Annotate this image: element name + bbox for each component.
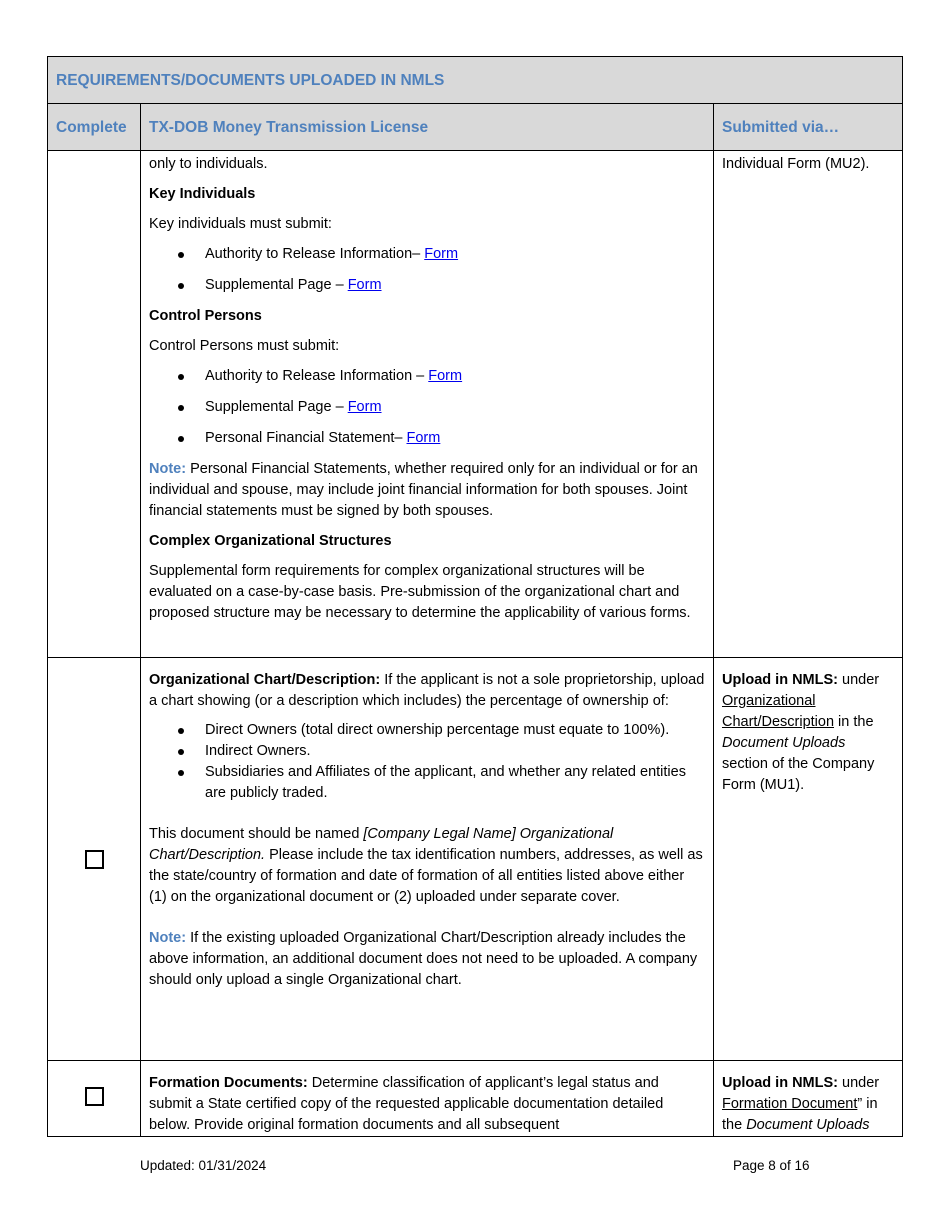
formation-documents-lead: Formation Documents: Determine classification of applicant’s legal status and submit a State certified copy of the requested applicable documentation detailed below. Provide original formation documents and all subsequent bbox=[149, 1075, 664, 1133]
table-row bbox=[48, 1061, 902, 1137]
requirement-cell bbox=[141, 1061, 714, 1137]
note-paragraph: Note: Personal Financial Statements, whether required only for an individual or for an individual and spouse, may include joint financial information for both spouses. Joint financial statements must be signed by both spouses. bbox=[149, 461, 698, 519]
form-link[interactable]: Form bbox=[347, 277, 382, 293]
list-item: Authority to Release Information – Form bbox=[149, 366, 705, 387]
complete-checkbox[interactable] bbox=[85, 850, 104, 869]
table-title: REQUIREMENTS/DOCUMENTS UPLOADED IN NMLS bbox=[56, 71, 445, 89]
table-row bbox=[48, 658, 902, 1061]
ownership-list bbox=[149, 720, 705, 804]
list-item: Subsidiaries and Affiliates of the applicant, and whether any related entities are publicly traded. bbox=[149, 762, 705, 804]
requirements-table bbox=[47, 56, 903, 1137]
control-persons-list bbox=[149, 366, 705, 449]
form-link[interactable]: Form bbox=[428, 368, 463, 384]
submitted-text: Upload in NMLS: under Formation Document” in the Document Uploads bbox=[722, 1075, 880, 1133]
submitted-text: Individual Form (MU2). bbox=[722, 156, 870, 172]
submitted-cell bbox=[714, 1061, 901, 1137]
table-header-row bbox=[48, 104, 902, 151]
table-row bbox=[48, 151, 902, 658]
key-individuals-heading: Key Individuals bbox=[149, 186, 256, 202]
form-link[interactable]: Form bbox=[347, 399, 382, 415]
complete-checkbox[interactable] bbox=[85, 1087, 104, 1106]
table-title-row bbox=[48, 57, 902, 104]
complex-structures-heading: Complex Organizational Structures bbox=[149, 533, 392, 549]
naming-instructions: This document should be named [Company Legal Name] Organizational Chart/Description. Please include the tax identification numbers, addresses, as well as the state/country of formation and date of formation of all entities listed above either (1) on the organizational document or (2) uploaded under separate cover. bbox=[149, 826, 703, 905]
complex-structures-text: Supplemental form requirements for complex organizational structures will be evaluated on a case-by-case basis. Pre-submission of the organizational chart and proposed structure may be necessary to determine the applicability of various forms. bbox=[149, 563, 691, 621]
complete-cell bbox=[48, 151, 141, 657]
list-item: Direct Owners (total direct ownership percentage must equate to 100%). bbox=[149, 720, 705, 741]
submitted-text: Upload in NMLS: under Organizational Chart/Description in the Document Uploads section of the Company Form (MU1). bbox=[722, 672, 880, 793]
requirement-cell bbox=[141, 658, 714, 1060]
submitted-cell bbox=[714, 658, 901, 1060]
list-item: Supplemental Page – Form bbox=[149, 275, 705, 296]
complete-cell bbox=[48, 1061, 141, 1137]
form-link[interactable]: Form bbox=[424, 246, 459, 262]
requirement-cell bbox=[141, 151, 714, 657]
footer-updated-date: Updated: 01/31/2024 bbox=[140, 1158, 267, 1173]
footer-page-number: Page 8 of 16 bbox=[733, 1158, 810, 1173]
key-individuals-list bbox=[149, 244, 705, 296]
complete-cell bbox=[48, 658, 141, 1060]
key-individuals-intro: Key individuals must submit: bbox=[149, 216, 332, 232]
control-persons-intro: Control Persons must submit: bbox=[149, 338, 340, 354]
header-submitted: Submitted via… bbox=[722, 118, 840, 136]
control-persons-heading: Control Persons bbox=[149, 308, 262, 324]
header-license: TX-DOB Money Transmission License bbox=[141, 104, 714, 150]
note-label: Note: bbox=[149, 930, 187, 946]
list-item: Authority to Release Information– Form bbox=[149, 244, 705, 265]
header-complete: Complete bbox=[48, 104, 141, 150]
intro-text: only to individuals. bbox=[149, 156, 268, 172]
list-item: Supplemental Page – Form bbox=[149, 397, 705, 418]
note-paragraph: Note: If the existing uploaded Organizational Chart/Description already includes the above information, an additional document does not need to be uploaded. A company should only upload a single Organizational chart. bbox=[149, 930, 698, 988]
form-link[interactable]: Form bbox=[406, 430, 441, 446]
note-label: Note: bbox=[149, 461, 187, 477]
submitted-cell bbox=[714, 151, 901, 657]
list-item: Personal Financial Statement– Form bbox=[149, 428, 705, 449]
list-item: Indirect Owners. bbox=[149, 741, 705, 762]
org-chart-lead: Organizational Chart/Description: If the applicant is not a sole proprietorship, upload a chart showing (or a description which includes) the percentage of ownership of: bbox=[149, 672, 705, 709]
